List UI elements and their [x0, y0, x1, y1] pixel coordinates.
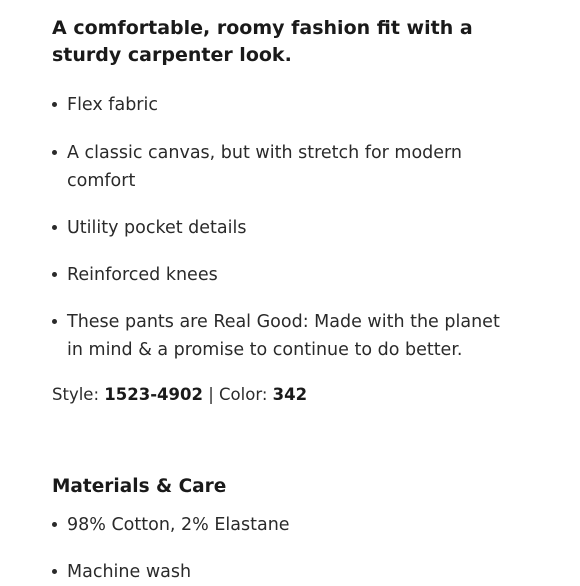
list-item-text: Machine wash	[67, 562, 192, 582]
list-item	[52, 91, 502, 119]
list-item	[52, 308, 502, 364]
list-item	[52, 261, 502, 289]
list-item-text: A classic canvas, but with stretch for modern comfort	[67, 143, 463, 191]
bullet-icon	[52, 150, 57, 155]
style-color-line	[52, 381, 307, 409]
bullet-icon	[52, 569, 57, 574]
list-item-text: These pants are Real Good: Made with the planet in mind & a promise to continue to do better.	[67, 312, 500, 360]
bullet-icon	[52, 272, 57, 277]
bullet-icon	[52, 522, 57, 527]
list-item	[52, 558, 502, 586]
style-label: Style:	[52, 385, 100, 404]
materials-care-title: Materials & Care	[52, 476, 227, 497]
style-number: 1523-4902	[104, 385, 203, 404]
list-item	[52, 511, 502, 539]
color-code: 342	[272, 385, 308, 404]
product-headline: A comfortable, roomy fashion fit with a sturdy carpenter look.	[52, 17, 473, 66]
list-item-text: Utility pocket details	[67, 218, 247, 238]
list-item-text: Flex fabric	[67, 95, 158, 115]
list-item-text: Reinforced knees	[67, 265, 218, 285]
color-label: Color:	[219, 385, 268, 404]
bullet-icon	[52, 225, 57, 230]
list-item	[52, 139, 502, 195]
separator: |	[208, 385, 214, 404]
list-item	[52, 214, 502, 242]
bullet-icon	[52, 102, 57, 107]
list-item-text: 98% Cotton, 2% Elastane	[67, 515, 290, 535]
bullet-icon	[52, 319, 57, 324]
